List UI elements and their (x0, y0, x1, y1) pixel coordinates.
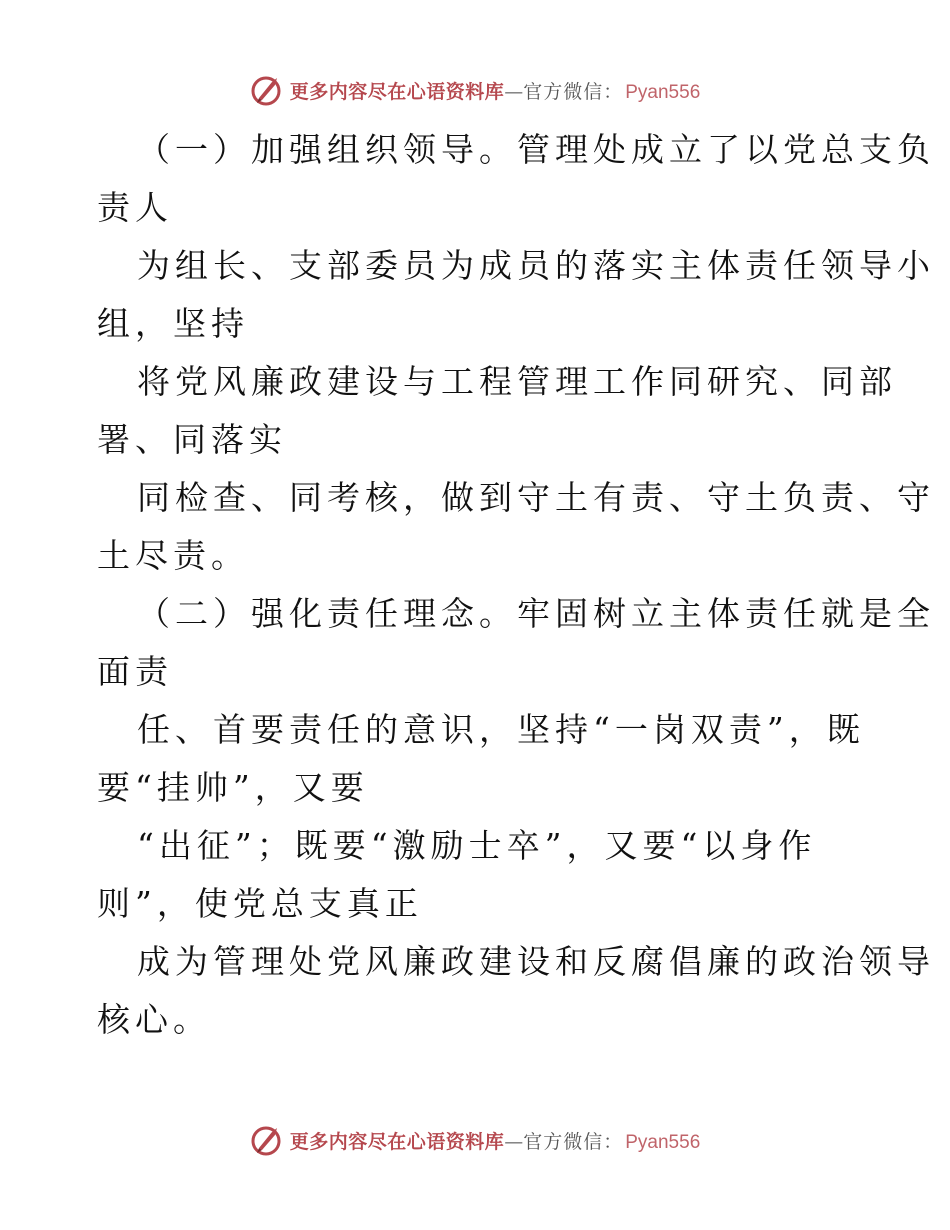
paragraph-1-line-6: 署、同落实 (97, 420, 287, 459)
paragraph-2-line-7: 成为管理处党风廉政建设和反腐倡廉的政治领导 (137, 942, 935, 981)
paragraph-2-line-8: 核心。 (97, 1000, 211, 1039)
paragraph-1-line-7: 同检查、同考核，做到守土有责、守土负责、守 (137, 478, 935, 517)
banner-text (290, 77, 701, 104)
pen-nib-logo-icon (250, 73, 284, 107)
banner-wechat-id: Pyan556 (625, 81, 701, 103)
paragraph-1-line-2: 责人 (97, 188, 173, 227)
paragraph-1-line-4: 组，坚持 (97, 304, 249, 343)
banner-separator: — (504, 80, 524, 103)
paragraph-2-line-1: （二）强化责任理念。牢固树立主体责任就是全 (137, 594, 935, 633)
paragraph-2-line-3: 任、首要责任的意识，坚持“一岗双责”，既 (137, 710, 865, 749)
paragraph-1-line-3: 为组长、支部委员为成员的落实主体责任领导小 (137, 246, 935, 285)
document-body (97, 121, 935, 1049)
paragraph-1-line-1: （一）加强组织领导。管理处成立了以党总支负 (137, 130, 935, 169)
paragraph-2-line-6: 则”，使党总支真正 (97, 884, 423, 923)
banner-main-text: 更多内容尽在心语资料库 (289, 1130, 505, 1153)
paragraph-2-line-4: 要“挂帅”，又要 (97, 768, 369, 807)
banner-wechat-label: 官方微信： (523, 80, 624, 103)
paragraph-1-line-5: 将党风廉政建设与工程管理工作同研究、同部 (137, 362, 897, 401)
pen-nib-logo-icon (250, 1123, 284, 1157)
banner-wechat-id: Pyan556 (625, 1131, 701, 1153)
paragraph-2-line-5: “出征”；既要“激励士卒”，又要“以身作 (137, 826, 817, 865)
banner-wechat-label: 官方微信： (523, 1130, 624, 1153)
banner-main-text: 更多内容尽在心语资料库 (289, 80, 505, 103)
paragraph-1-line-8: 土尽责。 (97, 536, 249, 575)
banner-text (290, 1127, 701, 1154)
footer-banner (0, 1120, 950, 1160)
header-banner (0, 70, 950, 110)
paragraph-2-line-2: 面责 (97, 652, 173, 691)
banner-separator: — (504, 1130, 524, 1153)
